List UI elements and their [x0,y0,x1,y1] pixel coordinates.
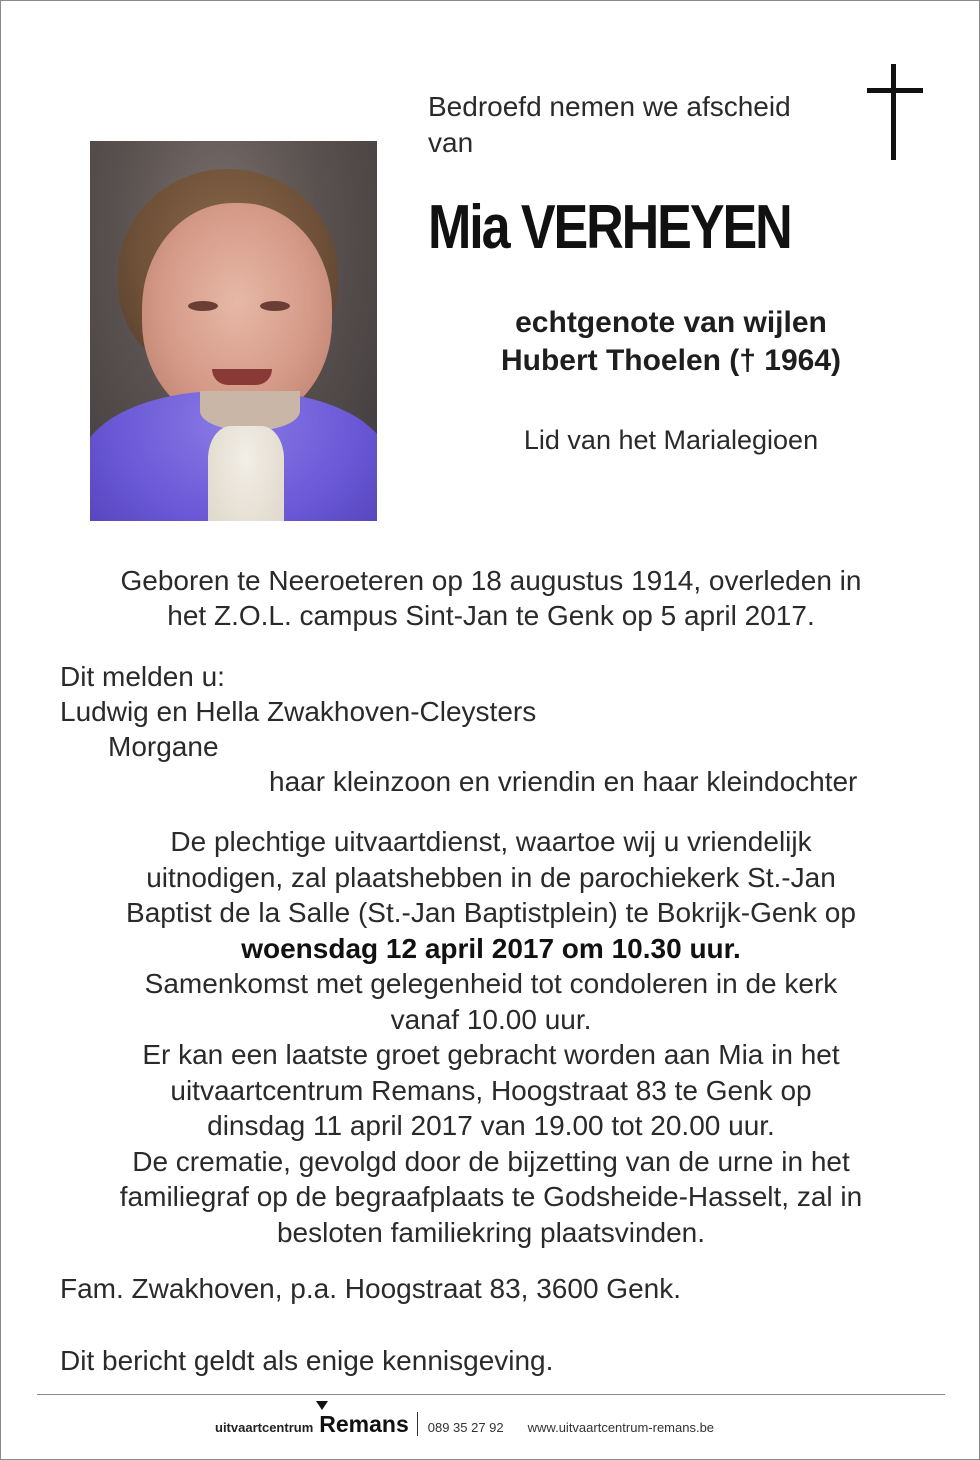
birth-death-info [41,563,941,633]
service-line: De crematie, gevolgd door de bijzetting van de urne in het [132,1145,850,1177]
membership-text: Lid van het Marialegioen [523,425,819,455]
service-line: uitnodigen, zal plaatshebben in de parochiekerk St.-Jan [146,861,836,893]
intro-line-2: van [428,127,474,158]
born-line-1: Geboren te Neeroeteren op 18 augustus 1914, overleden in [120,565,862,596]
intro-line-1: Bedroefd nemen we afscheid [428,91,791,122]
footer-brand-bar [215,1411,714,1437]
footer-separator [417,1412,418,1436]
service-line: dinsdag 11 april 2017 van 19.00 tot 20.00 uur. [207,1110,775,1141]
family-address: Fam. Zwakhoven, p.a. Hoogstraat 83, 3600 Genk. [60,1273,682,1304]
portrait-photo [90,141,377,521]
service-date: woensdag 12 april 2017 om 10.30 uur. [241,932,741,964]
service-line: uitvaartcentrum Remans, Hoogstraat 83 te Genk op [170,1074,812,1106]
service-details [41,824,941,1250]
service-line: besloten familiekring plaatsvinden. [276,1216,706,1248]
spouse-info [411,304,931,380]
footer-prefix: uitvaartcentrum [215,1420,314,1435]
footer-divider [37,1394,945,1395]
cross-icon [867,64,923,160]
born-line-2: het Z.O.L. campus Sint-Jan te Genk op 5 april 2017. [167,600,815,631]
notice-text: Dit bericht geldt als enige kennisgeving. [60,1345,554,1376]
triangle-marker-icon [316,1401,328,1410]
announcement-heading: Dit melden u: [60,661,225,692]
service-line: familiegraf op de begraafplaats te Godsheide-Hasselt, zal in [119,1181,863,1212]
service-line: Baptist de la Salle (St.-Jan Baptistplein) te Bokrijk-Genk op [126,897,856,928]
spouse-line-2: Hubert Thoelen († 1964) [500,344,842,377]
deceased-name: Mia VERHEYEN [428,193,791,262]
footer-phone: 089 35 27 92 [427,1420,504,1435]
footer-url: www.uitvaartcentrum-remans.be [527,1420,715,1435]
service-line: vanaf 10.00 uur. [390,1003,592,1035]
spouse-line-1: echtgenote van wijlen [515,306,827,339]
service-line: De plechtige uitvaartdienst, waartoe wij u vriendelijk [170,826,812,857]
announcement-relation: haar kleinzoon en vriendin en haar kleindochter [269,766,858,797]
service-line: Samenkomst met gelegenheid tot condoleren in de kerk [144,968,838,999]
service-line: Er kan een laatste groet gebracht worden aan Mia in het [142,1039,840,1070]
intro-text [428,89,848,161]
announcement-family-1: Ludwig en Hella Zwakhoven-Cleysters [60,696,537,727]
announcement-family-2: Morgane [108,731,219,762]
footer-brand: Remans [319,1411,409,1437]
